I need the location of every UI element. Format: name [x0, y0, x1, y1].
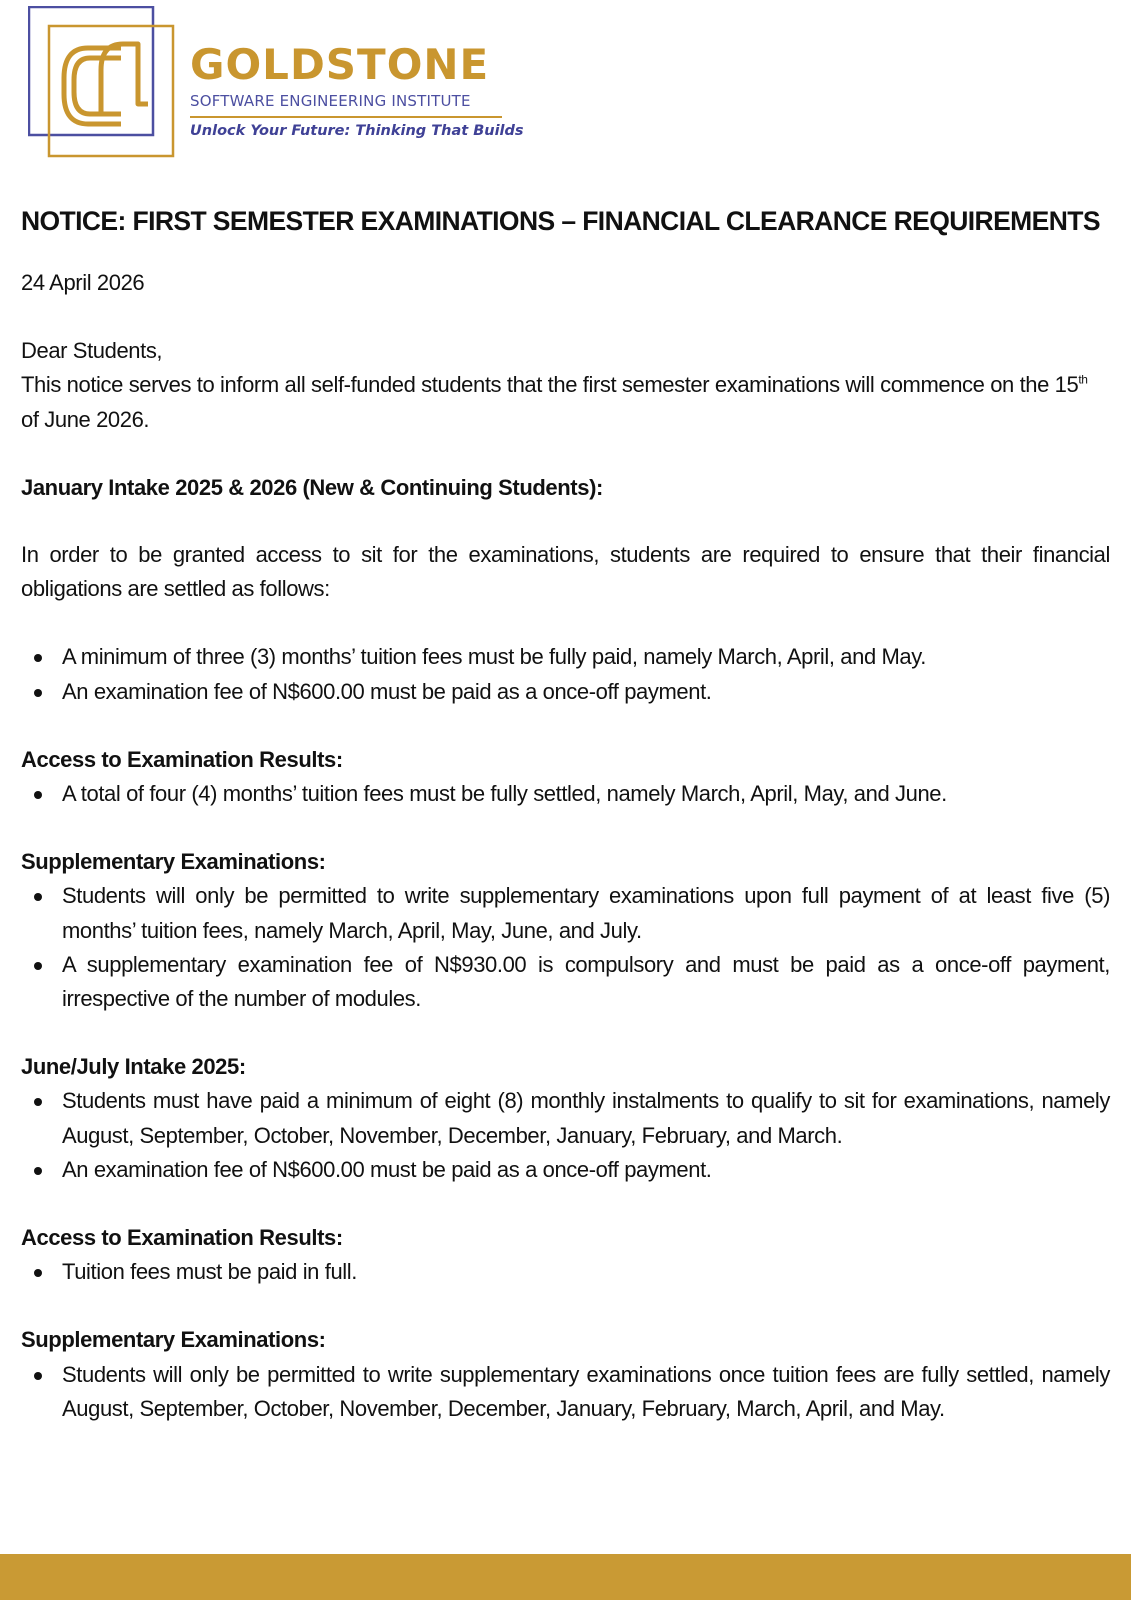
list-item — [21, 640, 1110, 674]
list-item-text: An examination fee of N$600.00 must be paid as a once-off payment. — [62, 1156, 712, 1182]
january-results-list — [21, 777, 1110, 811]
brand-subtitle: SOFTWARE ENGINEERING INSTITUTE — [190, 92, 471, 110]
bullet-icon — [34, 962, 42, 970]
june-intake-heading: June/July Intake 2025: — [21, 1054, 246, 1080]
list-item-text: Tuition fees must be paid in full. — [62, 1259, 357, 1285]
bullet-icon — [34, 1372, 42, 1380]
list-item — [21, 1255, 1110, 1289]
brand-tagline: Unlock Your Future: Thinking That Builds — [190, 123, 524, 139]
brand-block — [190, 40, 524, 139]
june-supplementary-heading: Supplementary Examinations: — [21, 1327, 326, 1353]
list-item — [21, 1153, 1110, 1187]
list-item-text: Students will only be permitted to write supplementary examinations upon full payment of at least five (5) months’ tuition fees, namely March, April, May, June, and July. — [62, 883, 1110, 943]
goldstone-logo-icon — [28, 6, 178, 161]
january-results-heading: Access to Examination Results: — [21, 746, 343, 772]
list-item-text: A supplementary examination fee of N$930.00 is compulsory and must be paid as a once-off payment, irrespective of the number of modules. — [62, 951, 1110, 1012]
january-supplementary-heading: Supplementary Examinations: — [21, 849, 326, 875]
bullet-icon — [34, 1269, 42, 1277]
letterhead — [0, 0, 1131, 175]
intro-paragraph — [21, 368, 1110, 436]
june-results-heading: Access to Examination Results: — [21, 1225, 343, 1251]
list-item-text: A minimum of three (3) months’ tuition fees must be fully paid, namely March, April, and May. — [62, 644, 926, 670]
bullet-icon — [34, 654, 42, 662]
bullet-icon — [34, 893, 42, 901]
intro-text-after: of June 2026. — [21, 406, 150, 432]
bullet-icon — [34, 689, 42, 697]
bullet-icon — [34, 1098, 42, 1106]
june-results-list — [21, 1255, 1110, 1289]
list-item — [21, 948, 1110, 1016]
brand-divider — [190, 116, 502, 118]
notice-body — [21, 198, 1110, 1426]
june-requirements-list — [21, 1084, 1110, 1187]
notice-date: 24 April 2026 — [21, 270, 145, 295]
bullet-icon — [34, 791, 42, 799]
bullet-icon — [34, 1167, 42, 1175]
january-requirements-list — [21, 640, 1110, 708]
list-item-text: Students must have paid a minimum of eight (8) monthly instalments to qualify to sit for examinations, namely August, September, October, November, December, January, February, and March. — [62, 1088, 1110, 1148]
january-supplementary-list — [21, 879, 1110, 1016]
list-item-text: A total of four (4) months’ tuition fees must be fully settled, namely March, April, May, and June. — [62, 781, 947, 807]
notice-title: NOTICE: FIRST SEMESTER EXAMINATIONS – FINANCIAL CLEARANCE REQUIREMENTS — [21, 206, 1100, 236]
list-item-text: An examination fee of N$600.00 must be paid as a once-off payment. — [62, 678, 712, 704]
list-item — [21, 1084, 1110, 1152]
june-supplementary-list — [21, 1358, 1110, 1426]
january-intake-heading: January Intake 2025 & 2026 (New & Continuing Students): — [21, 474, 603, 500]
list-item — [21, 675, 1110, 709]
brand-name: GOLDSTONE — [190, 40, 490, 89]
list-item — [21, 879, 1110, 947]
salutation: Dear Students, — [21, 338, 163, 364]
footer-band — [0, 1554, 1131, 1600]
list-item-text: Students will only be permitted to write supplementary examinations once tuition fees are fully settled, namely August, September, October, November, December, January, February, March, April, and May. — [62, 1361, 1110, 1421]
january-intake-intro: In order to be granted access to sit for the examinations, students are required to ensure that their financial obligations are settled as follows: — [21, 542, 1110, 602]
intro-superscript: th — [1078, 373, 1088, 388]
list-item — [21, 777, 1110, 811]
list-item — [21, 1358, 1110, 1426]
intro-text-before: This notice serves to inform all self-funded students that the first semester examinations will commence on the 15 — [21, 372, 1079, 398]
